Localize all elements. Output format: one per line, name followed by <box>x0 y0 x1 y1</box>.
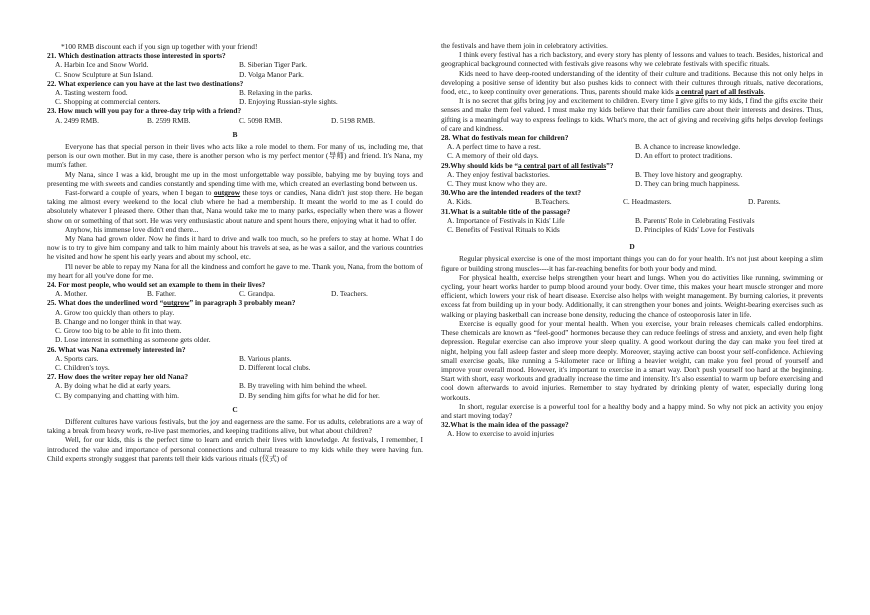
q29-option-b[interactable]: B. They love history and geography. <box>635 169 743 179</box>
q31-option-c[interactable]: C. Benefits of Festival Rituals to Kids <box>447 225 560 235</box>
passage-b-p4: Anyhow, his immense love didn't end there... <box>65 224 199 234</box>
q28-option-a[interactable]: A. A perfect time to have a rest. <box>447 142 541 152</box>
q30-option-c[interactable]: C. Headmasters. <box>623 197 672 207</box>
q28-options-row2 <box>441 151 823 160</box>
question-27: 27. How does the writer repay her old Nana? <box>47 372 189 382</box>
section-b-title: B <box>232 129 238 139</box>
q21-option-b[interactable]: B. Siberian Tiger Park. <box>239 60 307 70</box>
q25-option-c[interactable]: C. Grow too big to be able to fit into them. <box>55 326 182 336</box>
question-32: 32.What is the main idea of the passage? <box>441 420 569 430</box>
question-23: 23. How much will you pay for a three-day trip with a friend? <box>47 106 242 116</box>
q25-text-end: ” in paragraph 3 probably mean? <box>189 298 296 308</box>
q22-option-b[interactable]: B. Relaxing in the parks. <box>239 88 313 98</box>
question-24: 24. For most people, who would set an example to them in their lives? <box>47 280 266 290</box>
q29-underlined-phrase: a central part of all festivals <box>518 160 607 170</box>
q22-option-a[interactable]: A. Tasting western food. <box>55 88 128 98</box>
section-c-title: C <box>232 404 238 414</box>
question-26: 26. What was Nana extremely interested in? <box>47 344 186 354</box>
q27-option-c[interactable]: C. By companying and chatting with him. <box>55 390 179 400</box>
q31-options <box>441 216 823 225</box>
passage-c-continued: the festivals and have them join in celebratory activities. <box>441 41 608 50</box>
q25-option-b-row <box>47 317 423 326</box>
q22-options-row2 <box>47 97 423 106</box>
q23-option-c[interactable]: C. 5098 RMB. <box>239 115 283 125</box>
q31-options-row2 <box>441 225 823 234</box>
q23-options <box>47 116 423 125</box>
q30-option-d[interactable]: D. Parents. <box>748 197 781 207</box>
q27-options-row2 <box>47 391 423 400</box>
q25-option-b[interactable]: B. Change and no longer think in that way. <box>55 316 182 326</box>
q28-option-c[interactable]: C. A memory of their old days. <box>447 151 539 161</box>
q29-text-end: ”? <box>606 160 614 170</box>
q24-option-c[interactable]: C. Grandpa. <box>239 289 275 299</box>
passage-b-p6: I'll never be able to repay my Nana for all the kindness and comfort he gave to me. Thank you, Nana, from the bottom of my heart for all you've done for me. <box>47 261 423 280</box>
passage-b-p3-end: these toys or candies, Nana didn't just stop there. He began taking me almost every weekend to the local club where he had a membership. It meant the world to me as I could do absolutely whatever I pleased there. Other than that, Nana would take me to many parks, especially when there was a flower show on or something of that sort. He was very enthusiastic about nature and spent hours there, enjoying what it had to offer. <box>47 188 423 225</box>
q27-option-a[interactable]: A. By doing what he did at early years. <box>55 381 171 391</box>
q25-option-a-row <box>47 308 423 317</box>
passage-c-p2: Well, for our kids, this is the perfect time to learn and enrich their lives with knowledge. At festivals, I remember, I introduced the value and importance of personal connections and cultural treasure to my kids while they were having fun. Child experts strongly suggest that parents tell their kids various rituals (仪式) of <box>47 435 423 463</box>
passage-d-p4: In short, regular exercise is a powerful tool for a healthy body and a happy mind. So why not pick an activity you enjoy and start moving today? <box>441 401 823 420</box>
q25-option-d[interactable]: D. Lose interest in something as someone gets older. <box>55 335 211 345</box>
passage-c-p1: Different cultures have various festivals, but the joy and eagerness are the same. For us adults, celebrations are a way of taking a break from heavy work, re-live past memories, and keeping traditions alive, but what about children? <box>47 416 423 436</box>
q25-text-start: 25. What does the underlined word “ <box>47 298 164 308</box>
passage-c-p5: It is no secret that gifts bring joy and excitement to children. Every time I give gifts to my kids, I find the gifts excite their senses and make them feel valued. I must make my kids believe that their families care about their interests and desires. Thus, gifting is a meaningful way to express feelings to kids. What's more, the act of giving and receiving gifts helps develop feelings of care and kindness. <box>441 96 823 133</box>
q29-option-a[interactable]: A. They enjoy festival backstories. <box>447 169 550 179</box>
passage-b-p3 <box>47 188 423 225</box>
q31-option-a[interactable]: A. Importance of Festivals in Kids' Life <box>447 215 565 225</box>
q25-option-d-row <box>47 335 423 344</box>
q22-option-d[interactable]: D. Enjoying Russian-style sights. <box>239 97 338 107</box>
q27-option-d[interactable]: D. By sending him gifts for what he did for her. <box>239 390 380 400</box>
question-21: 21. Which destination attracts those interested in sports? <box>47 51 226 61</box>
passage-c-p4 <box>441 69 823 97</box>
q21-options <box>47 60 423 69</box>
q31-option-b[interactable]: B. Parents' Role in Celebrating Festivals <box>635 215 755 225</box>
passage-b-p3-start: Fast-forward a couple of years, when I began to <box>65 188 214 198</box>
q24-option-a[interactable]: A. Mother. <box>55 289 88 299</box>
q29-option-c[interactable]: C. They must know who they are. <box>447 179 548 189</box>
q23-option-b[interactable]: B. 2599 RMB. <box>147 115 191 125</box>
q30-option-b[interactable]: B.Teachers. <box>535 197 570 207</box>
question-31: 31.What is a suitable title of the passage? <box>441 206 571 216</box>
q27-option-b[interactable]: B. By traveling with him behind the wheel. <box>239 381 367 391</box>
q24-options <box>47 289 423 298</box>
q28-option-d[interactable]: D. An effort to protect traditions. <box>635 151 733 161</box>
q29-options <box>441 170 823 179</box>
q21-option-d[interactable]: D. Volga Manor Park. <box>239 69 304 79</box>
passage-b-p1: Everyone has that special person in their lives who acts like a role model to them. For many of us, including me, that person is our own mother. But in my case, there is another person who is my perfect mentor (导师) and friend. It's Nana, my mum's father. <box>47 142 423 170</box>
q26-option-b[interactable]: B. Various plants. <box>239 353 292 363</box>
q22-option-c[interactable]: C. Shopping at commercial centers. <box>55 97 161 107</box>
q23-option-d[interactable]: D. 5198 RMB. <box>331 115 375 125</box>
q32-option-a[interactable]: A. How to exercise to avoid injuries <box>447 429 554 439</box>
q29-option-d[interactable]: D. They can bring much happiness. <box>635 179 740 189</box>
q25-option-c-row <box>47 326 423 335</box>
passage-c-p4-start: Kids need to have deep-rooted understanding of the identity of their culture and traditions. Because this not only helps in developing a positive sense of identity but also pushes kids to connect with their cultures through rituals, native decorations, food, etc., to keep continuity over generations. Thus, parents should make kids <box>441 68 823 97</box>
passage-d-p1: Regular physical exercise is one of the most important things you can do for your health. It's not just about keeping a slim figure or building strong muscles----it has far-reaching benefits for both your body and mind. <box>441 254 823 273</box>
question-29 <box>441 161 823 170</box>
q26-option-c[interactable]: C. Children's toys. <box>55 362 110 372</box>
q21-option-a[interactable]: A. Harbin Ice and Snow World. <box>55 60 149 70</box>
q26-options-row2 <box>47 363 423 372</box>
passage-c-p4-end: . <box>763 87 766 97</box>
q28-option-b[interactable]: B. A chance to increase knowledge. <box>635 142 741 152</box>
q25-option-a[interactable]: A. Grow too quickly than others to play. <box>55 307 175 317</box>
passage-d-p3: Exercise is equally good for your mental health. When you exercise, your brain releases chemicals called endorphins. These chemicals are known as “feel-good” hormones because they can reduce feelings of stress and anxiety, and even help fight depression. Regular exercise can also improve your sleep quality. A good workout during the day can make you feel tired at night, helping you fall asleep faster and sleep more deeply. Moreover, staying active can boost your self-confidence. Achieving small exercise goals, like running a 5-kilometer race or lifting a heavier weight, can make you feel proud of yourself and improve your overall mood. However, it's important to exercise in a smart way. Don't push yourself too hard at the beginning. Start with short, easy workouts and gradually increase the time and intensity. It's also essential to warm up before exercising and cool down afterwards to avoid injuries. Remember to stay hydrated by drinking plenty of water, especially during long workouts. <box>441 318 823 402</box>
passage-d-p2: For physical health, exercise helps strengthen your heart and lungs. When you do activities like running, swimming or cycling, your heart works harder to pump blood around your body. Over time, this makes your heart muscle stronger and more efficient, which lowers your risk of heart disease. Exercise also helps with weight management. By burning calories, it prevents excess fat from building up in your body. Additionally, it can strengthen your bones and joints. Weight-bearing exercises such as walking or playing basketball can increase bone density, reducing the chance of osteoporosis later in life. <box>441 272 823 319</box>
q29-options-row2 <box>441 179 823 188</box>
passage-b-p5: My Nana had grown older. Now he finds it hard to drive and walk too much, so he prefers to stay at home. What I do now is to try to give him company and talk to him mainly about his travels at sea, as he was a sailor, and the various countries he visited and how he spent his early years and about my school, etc. <box>47 234 423 262</box>
q30-option-a[interactable]: A. Kids. <box>447 197 472 207</box>
passage-c-p3: I think every festival has a rich backstory, and every story has plenty of lessons and values to teach. Besides, historical and geographical background connected with festivals give reasons why we celebrate festivals with specific rituals. <box>441 50 823 69</box>
q27-options <box>47 381 423 390</box>
q25-underlined-word: outgrow <box>163 298 190 308</box>
q29-text-start: 29.Why should kids be “ <box>441 160 519 170</box>
q24-option-b[interactable]: B. Father. <box>147 289 176 299</box>
right-column <box>441 41 823 611</box>
question-30: 30.Who are the intended readers of the text? <box>441 188 582 198</box>
discount-note: *100 RMB discount each if you sign up together with your friend! <box>61 42 258 51</box>
section-d-title: D <box>629 242 635 252</box>
question-22: 22. What experience can you have at the last two destinations? <box>47 78 244 88</box>
q23-option-a[interactable]: A. 2499 RMB. <box>55 115 99 125</box>
q26-option-d[interactable]: D. Different local clubs. <box>239 362 311 372</box>
question-25 <box>47 298 423 307</box>
underlined-phrase-central-part: a central part of all festivals <box>675 87 764 97</box>
q28-options <box>441 142 823 151</box>
underlined-word-outgrow: outgrow <box>213 188 241 198</box>
q30-options <box>441 197 823 206</box>
q26-option-a[interactable]: A. Sports cars. <box>55 353 99 363</box>
q24-option-d[interactable]: D. Teachers. <box>331 289 368 299</box>
q32-option-a-row <box>441 429 823 438</box>
passage-b-p2: My Nana, since I was a kid, brought me up in the most unforgettable way possible, babying me by buying toys and presenting me with sweets and candies constantly and spending time with me, which created an everlasting bond between us. <box>47 169 423 188</box>
q31-option-d[interactable]: D. Principles of Kids' Love for Festivals <box>635 225 755 235</box>
q21-options-row2 <box>47 70 423 79</box>
left-column <box>47 42 423 612</box>
q26-options <box>47 354 423 363</box>
question-28: 28. What do festivals mean for children? <box>441 133 569 143</box>
q21-option-c[interactable]: C. Snow Sculpture at Sun Island. <box>55 69 153 79</box>
q22-options <box>47 88 423 97</box>
